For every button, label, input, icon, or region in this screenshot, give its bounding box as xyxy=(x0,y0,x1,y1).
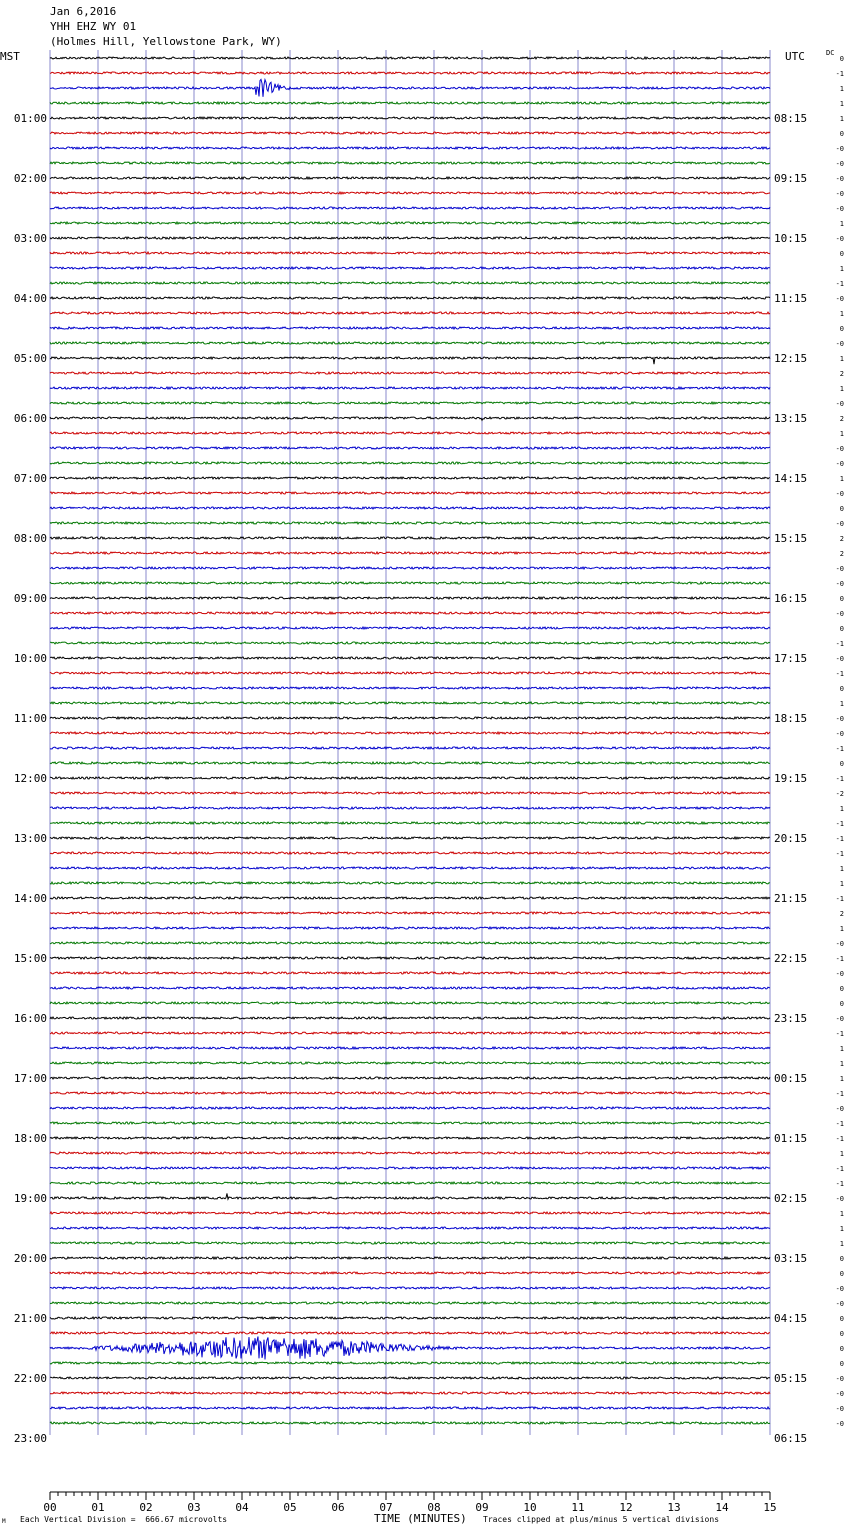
trace-row xyxy=(50,1047,770,1049)
dc-offset-label: -0 xyxy=(835,145,844,153)
dc-offset-label: -0 xyxy=(835,580,844,588)
utc-hour-label: 17:15 xyxy=(774,652,808,665)
dc-offset-label: 1 xyxy=(839,355,844,363)
dc-offset-label: -1 xyxy=(835,895,844,903)
dc-offset-label: -0 xyxy=(835,940,844,948)
trace-row xyxy=(50,162,770,164)
trace-row xyxy=(50,1317,770,1319)
dc-offset-label: -1 xyxy=(835,820,844,828)
utc-label: UTC xyxy=(785,50,805,63)
mst-hour-label: 04:00 xyxy=(13,292,47,305)
trace-row xyxy=(50,72,770,74)
dc-offset-label: 2 xyxy=(839,550,844,558)
trace-row xyxy=(50,147,770,149)
utc-hour-labels xyxy=(774,112,807,1445)
trace-row xyxy=(50,717,770,719)
dc-offset-label: -0 xyxy=(835,490,844,498)
trace-row xyxy=(50,807,770,809)
time-axis xyxy=(43,1492,776,1514)
dc-offset-label: -0 xyxy=(835,1375,844,1383)
x-tick-label: 11 xyxy=(571,1501,585,1514)
utc-hour-label: 13:15 xyxy=(774,412,808,425)
trace-row xyxy=(50,762,770,764)
dc-offset-label: 1 xyxy=(839,1045,844,1053)
dc-offset-label: 2 xyxy=(839,910,844,918)
trace-row xyxy=(50,79,770,96)
trace-row xyxy=(50,282,770,284)
x-tick-label: 14 xyxy=(715,1501,729,1514)
dc-offset-label: 1 xyxy=(839,1150,844,1158)
trace-row xyxy=(50,417,770,420)
dc-offset-label: 1 xyxy=(839,220,844,228)
trace-row xyxy=(50,492,770,494)
trace-row xyxy=(50,192,770,194)
dc-offset-label: 0 xyxy=(839,1255,844,1263)
utc-hour-label: 12:15 xyxy=(774,352,808,365)
trace-row xyxy=(50,1032,770,1034)
dc-offset-label: 1 xyxy=(839,925,844,933)
trace-row xyxy=(50,102,770,104)
utc-hour-label: 05:15 xyxy=(774,1372,808,1385)
dc-offset-label: -1 xyxy=(835,1090,844,1098)
dc-offset-label: -1 xyxy=(835,775,844,783)
trace-row xyxy=(50,177,770,179)
dc-offset-label: 0 xyxy=(839,1360,844,1368)
dc-offset-label: -0 xyxy=(835,970,844,978)
trace-row xyxy=(50,537,770,539)
dc-offset-label: 1 xyxy=(839,85,844,93)
utc-hour-label: 11:15 xyxy=(774,292,808,305)
mst-hour-label: 14:00 xyxy=(13,892,47,905)
utc-hour-label: 06:15 xyxy=(774,1432,808,1445)
trace-row xyxy=(50,237,770,239)
trace-row xyxy=(50,657,770,659)
scale-note: Each Vertical Division = 666.67 microvolts xyxy=(20,1515,228,1524)
mst-hour-label: 16:00 xyxy=(13,1012,47,1025)
trace-row xyxy=(50,342,770,344)
dc-offset-label: 0 xyxy=(839,595,844,603)
trace-rows xyxy=(50,57,770,1424)
trace-row xyxy=(50,507,770,509)
dc-offset-label: -0 xyxy=(835,460,844,468)
utc-hour-label: 20:15 xyxy=(774,832,808,845)
trace-row xyxy=(50,897,770,899)
dc-offset-label: -0 xyxy=(835,175,844,183)
mst-hour-label: 01:00 xyxy=(13,112,47,125)
dc-offset-label: -1 xyxy=(835,1120,844,1128)
trace-row xyxy=(50,1092,770,1094)
mst-hour-label: 21:00 xyxy=(13,1312,47,1325)
dc-offset-label: -1 xyxy=(835,850,844,858)
trace-row xyxy=(50,267,770,269)
dc-offset-label: 1 xyxy=(839,1210,844,1218)
trace-row xyxy=(50,552,770,554)
mst-hour-label: 03:00 xyxy=(13,232,47,245)
record-date: Jan 6,2016 xyxy=(50,5,117,18)
dc-offset-label: 0 xyxy=(839,625,844,633)
dc-offset-label: 2 xyxy=(839,370,844,378)
trace-row xyxy=(50,642,770,644)
x-axis-title: TIME (MINUTES) xyxy=(374,1512,467,1525)
mst-hour-label: 23:00 xyxy=(13,1432,47,1445)
station-location: (Holmes Hill, Yellowstone Park, WY) xyxy=(50,35,282,48)
trace-row xyxy=(50,57,770,59)
x-tick-label: 13 xyxy=(667,1501,681,1514)
utc-hour-label: 04:15 xyxy=(774,1312,808,1325)
trace-row xyxy=(50,687,770,689)
mst-hour-label: 17:00 xyxy=(13,1072,47,1085)
station-code: YHH EHZ WY 01 xyxy=(50,20,137,33)
dc-offset-label: 0 xyxy=(839,760,844,768)
trace-row xyxy=(50,1227,770,1229)
trace-row xyxy=(50,852,770,854)
trace-row xyxy=(50,747,770,749)
x-tick-label: 10 xyxy=(523,1501,537,1514)
trace-row xyxy=(50,132,770,134)
mst-hour-labels xyxy=(14,112,47,1445)
x-tick-label: 04 xyxy=(235,1501,249,1514)
trace-row xyxy=(50,1362,770,1364)
dc-offset-label: -1 xyxy=(835,70,844,78)
dc-offset-label: -1 xyxy=(835,1030,844,1038)
dc-offset-label: 0 xyxy=(839,1000,844,1008)
dc-offset-label: -1 xyxy=(835,835,844,843)
trace-row xyxy=(50,1077,770,1079)
utc-hour-label: 08:15 xyxy=(774,112,808,125)
trace-row xyxy=(50,822,770,824)
dc-offset-label: 1 xyxy=(839,865,844,873)
trace-row xyxy=(50,777,770,779)
trace-row xyxy=(50,792,770,794)
dc-offset-label: 1 xyxy=(839,700,844,708)
x-tick-label: 00 xyxy=(43,1501,57,1514)
dc-offset-label: 0 xyxy=(839,1315,844,1323)
dc-offset-label: -0 xyxy=(835,1300,844,1308)
trace-row xyxy=(50,582,770,584)
trace-row xyxy=(50,117,770,119)
trace-row xyxy=(50,1137,770,1139)
trace-row xyxy=(50,702,770,704)
trace-row xyxy=(50,1377,770,1379)
trace-row xyxy=(50,1242,770,1244)
dc-offset-label: -1 xyxy=(835,955,844,963)
x-tick-label: 07 xyxy=(379,1501,393,1514)
x-tick-label: 03 xyxy=(187,1501,201,1514)
mst-hour-label: 11:00 xyxy=(13,712,47,725)
dc-offset-label: -1 xyxy=(835,1165,844,1173)
x-tick-label: 01 xyxy=(91,1501,105,1514)
dc-offset-label: -0 xyxy=(835,295,844,303)
trace-row xyxy=(50,1107,770,1109)
mst-hour-label: 15:00 xyxy=(13,952,47,965)
dc-offset-label: -0 xyxy=(835,1420,844,1428)
trace-row xyxy=(50,672,770,674)
mst-hour-label: 12:00 xyxy=(13,772,47,785)
trace-row xyxy=(50,612,770,614)
trace-row xyxy=(50,567,770,569)
mst-hour-label: 02:00 xyxy=(13,172,47,185)
dc-offset-label: -0 xyxy=(835,1390,844,1398)
dc-offset-label: 0 xyxy=(839,130,844,138)
dc-offset-label: -0 xyxy=(835,235,844,243)
trace-row xyxy=(50,987,770,989)
mst-hour-label: 19:00 xyxy=(13,1192,47,1205)
dc-offset-label: -0 xyxy=(835,1285,844,1293)
dc-offset-label: 1 xyxy=(839,1225,844,1233)
dc-offset-label: 0 xyxy=(839,250,844,258)
dc-offset-label: 0 xyxy=(839,685,844,693)
dc-offset-label: -0 xyxy=(835,1015,844,1023)
utc-hour-label: 03:15 xyxy=(774,1252,808,1265)
dc-offset-label: -0 xyxy=(835,655,844,663)
trace-row xyxy=(50,1337,770,1360)
dc-offset-label: 2 xyxy=(839,535,844,543)
trace-row xyxy=(50,942,770,944)
dc-offset-label: 0 xyxy=(839,1270,844,1278)
dc-offset-label: -1 xyxy=(835,1135,844,1143)
utc-hour-label: 21:15 xyxy=(774,892,808,905)
mst-hour-label: 05:00 xyxy=(13,352,47,365)
trace-row xyxy=(50,1167,770,1169)
trace-row xyxy=(50,1287,770,1289)
trace-row xyxy=(50,1017,770,1019)
trace-row xyxy=(50,1422,770,1424)
x-tick-label: 08 xyxy=(427,1501,441,1514)
trace-row xyxy=(50,462,770,464)
mst-hour-label: 10:00 xyxy=(13,652,47,665)
dc-offset-label: 1 xyxy=(839,385,844,393)
trace-row xyxy=(50,867,770,869)
dc-offset-label: -0 xyxy=(835,730,844,738)
dc-label: DC xyxy=(826,49,835,57)
clip-note: Traces clipped at plus/minus 5 vertical divisions xyxy=(483,1515,720,1524)
dc-offset-label: 1 xyxy=(839,265,844,273)
trace-row xyxy=(50,1062,770,1064)
dc-offset-label: 1 xyxy=(839,430,844,438)
x-tick-label: 06 xyxy=(331,1501,345,1514)
trace-row xyxy=(50,297,770,299)
dc-offset-label: 0 xyxy=(839,1330,844,1338)
x-tick-label: 12 xyxy=(619,1501,633,1514)
dc-offset-label: -0 xyxy=(835,715,844,723)
utc-hour-label: 18:15 xyxy=(774,712,808,725)
x-tick-label: 15 xyxy=(763,1501,777,1514)
dc-offset-label: 1 xyxy=(839,310,844,318)
dc-offset-label: 2 xyxy=(839,415,844,423)
mst-hour-label: 08:00 xyxy=(13,532,47,545)
dc-offset-label: 1 xyxy=(839,880,844,888)
dc-offset-label: 0 xyxy=(839,55,844,63)
dc-offset-label: 0 xyxy=(839,1345,844,1353)
dc-offset-labels xyxy=(836,55,844,1428)
dc-offset-label: -1 xyxy=(835,745,844,753)
trace-row xyxy=(50,1002,770,1004)
trace-row xyxy=(50,207,770,209)
trace-row xyxy=(50,912,770,914)
trace-row xyxy=(50,732,770,734)
dc-offset-label: 1 xyxy=(839,1240,844,1248)
dc-offset-label: -1 xyxy=(835,280,844,288)
dc-offset-label: -0 xyxy=(835,520,844,528)
mst-hour-label: 06:00 xyxy=(13,412,47,425)
dc-offset-label: 1 xyxy=(839,100,844,108)
dc-offset-label: 1 xyxy=(839,1060,844,1068)
dc-offset-label: -0 xyxy=(835,565,844,573)
utc-hour-label: 10:15 xyxy=(774,232,808,245)
utc-hour-label: 19:15 xyxy=(774,772,808,785)
dc-offset-label: -0 xyxy=(835,1405,844,1413)
utc-hour-label: 15:15 xyxy=(774,532,808,545)
mst-hour-label: 18:00 xyxy=(13,1132,47,1145)
dc-offset-label: 1 xyxy=(839,115,844,123)
mst-hour-label: 20:00 xyxy=(13,1252,47,1265)
trace-row xyxy=(50,927,770,929)
trace-row xyxy=(50,222,770,224)
trace-row xyxy=(50,1407,770,1409)
scale-marker: M xyxy=(2,1518,6,1525)
trace-row xyxy=(50,882,770,884)
dc-offset-label: 1 xyxy=(839,475,844,483)
dc-offset-label: 0 xyxy=(839,985,844,993)
trace-row xyxy=(50,627,770,629)
utc-hour-label: 16:15 xyxy=(774,592,808,605)
mst-hour-label: 07:00 xyxy=(13,472,47,485)
utc-hour-label: 00:15 xyxy=(774,1072,808,1085)
utc-hour-label: 23:15 xyxy=(774,1012,808,1025)
trace-row xyxy=(50,1122,770,1124)
trace-row xyxy=(50,477,770,479)
trace-row xyxy=(50,1302,770,1304)
utc-hour-label: 09:15 xyxy=(774,172,808,185)
trace-row xyxy=(50,387,770,389)
trace-row xyxy=(50,1212,770,1214)
trace-row xyxy=(50,372,770,374)
mst-hour-label: 13:00 xyxy=(13,832,47,845)
x-tick-label: 05 xyxy=(283,1501,297,1514)
trace-row xyxy=(50,597,770,599)
mst-hour-label: 09:00 xyxy=(13,592,47,605)
x-tick-label: 09 xyxy=(475,1501,489,1514)
utc-hour-label: 01:15 xyxy=(774,1132,808,1145)
utc-hour-label: 14:15 xyxy=(774,472,808,485)
trace-row xyxy=(50,432,770,434)
trace-row xyxy=(50,957,770,959)
trace-row xyxy=(50,1193,770,1199)
dc-offset-label: 1 xyxy=(839,805,844,813)
dc-offset-label: -0 xyxy=(835,1105,844,1113)
dc-offset-label: -0 xyxy=(835,400,844,408)
trace-row xyxy=(50,1257,770,1259)
trace-row xyxy=(50,357,770,364)
dc-offset-label: -1 xyxy=(835,670,844,678)
utc-hour-label: 22:15 xyxy=(774,952,808,965)
mst-hour-label: 22:00 xyxy=(13,1372,47,1385)
mst-label: MST xyxy=(0,50,20,63)
trace-row xyxy=(50,252,770,254)
trace-row xyxy=(50,972,770,974)
trace-row xyxy=(50,312,770,314)
x-tick-label: 02 xyxy=(139,1501,153,1514)
dc-offset-label: -0 xyxy=(835,610,844,618)
dc-offset-label: 0 xyxy=(839,325,844,333)
trace-row xyxy=(50,1152,770,1154)
dc-offset-label: -0 xyxy=(835,190,844,198)
dc-offset-label: -0 xyxy=(835,340,844,348)
dc-offset-label: -0 xyxy=(835,1195,844,1203)
trace-row xyxy=(50,447,770,449)
trace-row xyxy=(50,402,770,404)
trace-row xyxy=(50,837,770,839)
dc-offset-label: -0 xyxy=(835,445,844,453)
trace-row xyxy=(50,1332,770,1334)
trace-row xyxy=(50,1272,770,1274)
dc-offset-label: 0 xyxy=(839,505,844,513)
trace-row xyxy=(50,522,770,524)
trace-row xyxy=(50,327,770,329)
dc-offset-label: -0 xyxy=(835,205,844,213)
trace-row xyxy=(50,1182,770,1184)
dc-offset-label: -1 xyxy=(835,1180,844,1188)
dc-offset-label: -1 xyxy=(835,640,844,648)
dc-offset-label: -0 xyxy=(835,160,844,168)
dc-offset-label: 1 xyxy=(839,1075,844,1083)
dc-offset-label: -2 xyxy=(835,790,844,798)
trace-row xyxy=(50,1392,770,1394)
utc-hour-label: 02:15 xyxy=(774,1192,808,1205)
